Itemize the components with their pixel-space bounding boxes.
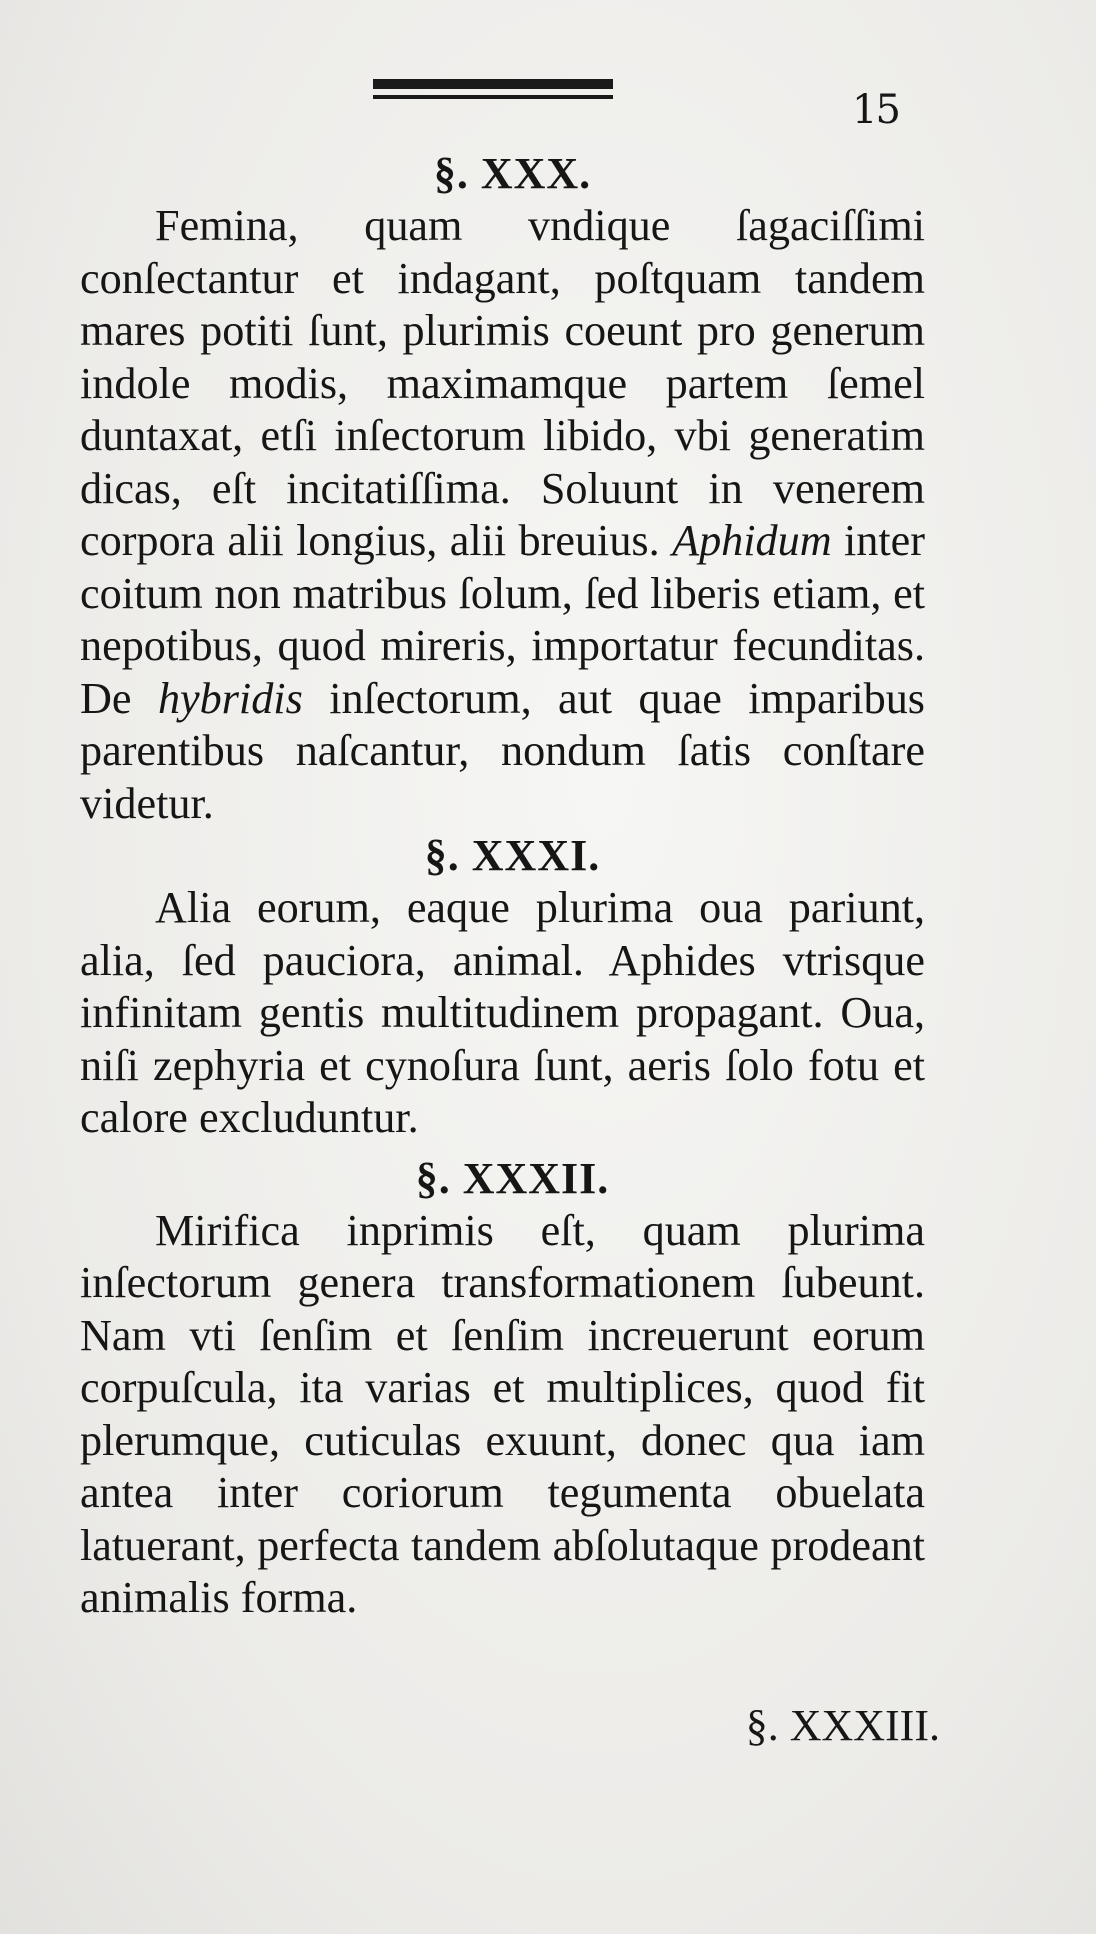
section-xxx-paragraph [80,200,925,830]
section-heading-xxx: §. XXX. [433,149,592,198]
page-number: 15 [852,87,899,133]
section-xxxi-text: Alia eorum, eaque plurima oua pariunt, alia, ſed pauciora, animal. Aphides vtrisque infinitam gentis multitudinem propagant. Oua, niſi zephyria et cynoſura ſunt, aeris ſolo fotu et calore excluduntur. [80,883,925,1142]
catchword: §. XXXIII. [745,1701,940,1750]
section-xxx-italic-hybridis: hybridis [157,673,303,723]
section-xxxi-paragraph [80,882,925,1145]
section-xxxii-text: Mirifica inprimis eſt, quam plurima inſectorum genera transformationem ſubeunt. Nam vti ſenſim et ſenſim increuerunt eorum corpuſcula, ita varias et multiplices, quod fit plerumque, cuticulas exuunt, donec qua iam antea inter coriorum tegumenta obuelata latuerant, perfecta tandem abſolutaque prodeant animalis forma. [80,1205,925,1622]
section-xxxii-paragraph [80,1205,925,1625]
section-heading-xxxi: §. XXXI. [424,831,601,880]
main-text [80,148,925,1625]
section-heading-xxxii: §. XXXII. [415,1153,610,1203]
header-rule-thick [373,79,613,89]
section-xxx-text-2: inter coitum non matribus ſolum, ſed liberis etiam, et nepotibus, quod mireris, importatur fecunditas. De [80,516,926,723]
header-rule-thin [373,95,613,99]
section-xxx-text-3: inſectorum, aut quae imparibus parentibus naſcantur, nondum ſatis conſtare videtur. [80,673,925,828]
section-xxx-italic-aphidum: Aphidum [672,516,832,565]
section-xxx-text-1: Femina, quam vndique ſagaciſſimi conſectantur et indagant, poſtquam tandem mares potiti ſunt, plurimis coeunt pro generum indole modis, maximamque partem ſemel duntaxat, etſi inſectorum libido, vbi generatim dicas, eſt incitatiſſima. Soluunt in venerem corpora alii longius, alii breuius. [80,201,925,565]
